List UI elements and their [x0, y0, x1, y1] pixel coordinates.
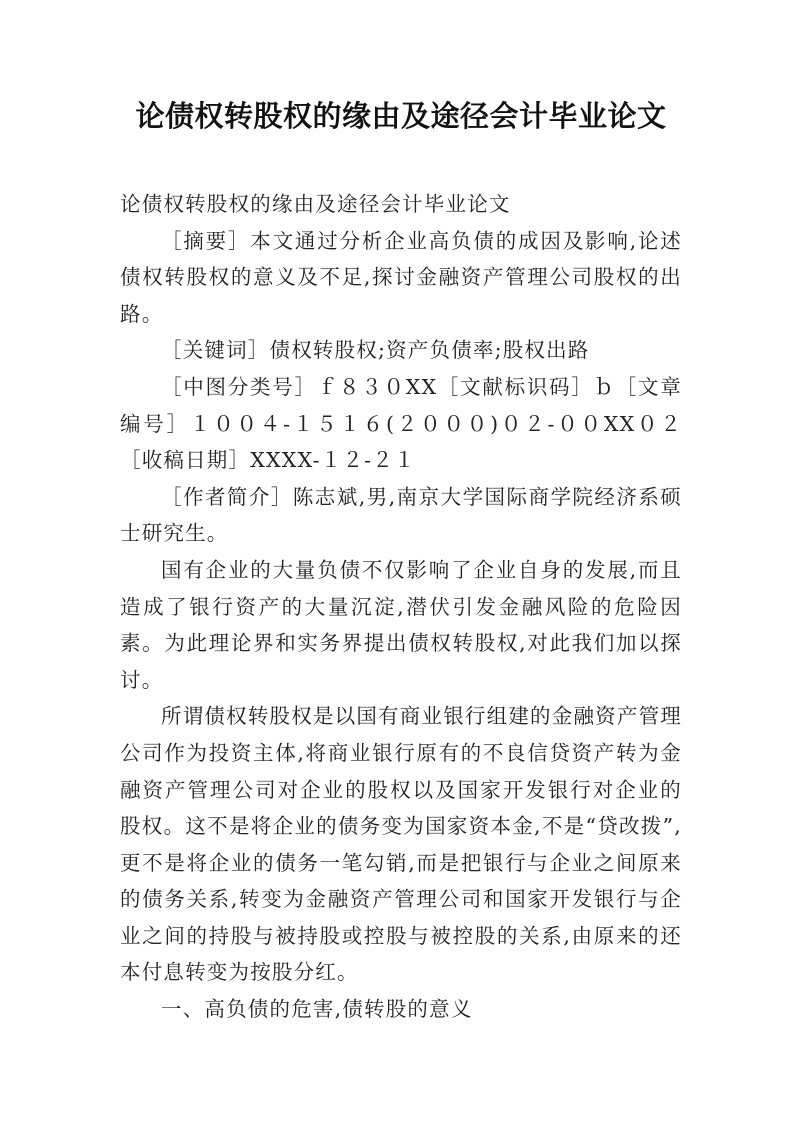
document-body	[120, 186, 682, 1028]
body-paragraph: 国有企业的大量负债不仅影响了企业自身的发展,而且造成了银行资产的大量沉淀,潜伏引发金融风险的危险因素。为此理论界和实务界提出债权转股权,对此我们加以探讨。	[120, 557, 682, 692]
section-heading: 一、高负债的危害,债转股的意义	[161, 997, 473, 1022]
classification-paragraph: ［中图分类号］ｆ８３０XX［文献标识码］ｂ［文章编号］１００４-１５１６(２０００)０２-００XX０２［收稿日期］XXXX-１２-２１	[120, 374, 682, 473]
document-title: 论债权转股权的缘由及途径会计毕业论文	[135, 99, 667, 133]
abstract-paragraph: ［摘要］本文通过分析企业高负债的成因及影响,论述债权转股权的意义及不足,探讨金融资产管理公司股权的出路。	[120, 228, 682, 326]
keywords-paragraph: ［关键词］债权转股权;资产负债率;股权出路	[161, 338, 590, 363]
author-paragraph: ［作者简介］陈志斌,男,南京大学国际商学院经济系硕士研究生。	[120, 484, 682, 546]
subtitle-paragraph: 论债权转股权的缘由及途径会计毕业论文	[120, 192, 511, 216]
body-paragraph: 所谓债权转股权是以国有商业银行组建的金融资产管理公司作为投资主体,将商业银行原有的不良信贷资产转为金融资产管理公司对企业的股权以及国家开发银行对企业的股权。这不是将企业的债务变为国家资本金,不是“贷改拨”,更不是将企业的债务一笔勾销,而是把银行与企业之间原来的债务关系,转变为金融资产管理公司和国家开发银行与企业之间的持股与被持股或控股与被控股的关系,由原来的还本付息转变为按股分红。	[120, 704, 682, 985]
